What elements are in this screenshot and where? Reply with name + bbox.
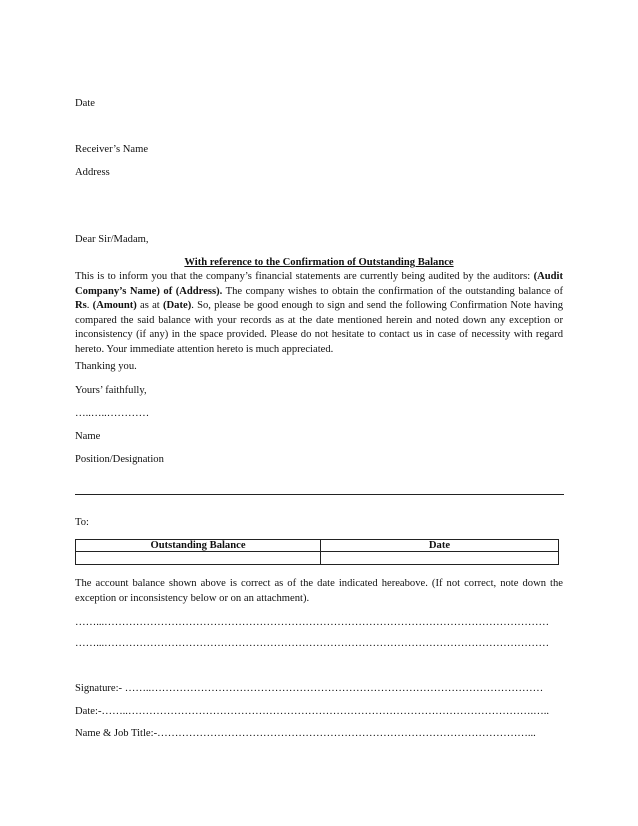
- exception-line-1[interactable]: ……...………………………………………………………………………………………………………………: [75, 617, 550, 628]
- date-field[interactable]: Date:-……..…………………………………………………………………………………………………….…..: [75, 706, 550, 717]
- balance-table: [75, 539, 559, 565]
- body-text-dot: .: [86, 300, 93, 312]
- balance-cell[interactable]: [76, 552, 321, 565]
- address-label: Address: [75, 167, 110, 178]
- date-placeholder: (Date): [162, 300, 192, 312]
- table-row: [76, 552, 559, 565]
- body-text-balance: The company wishes to obtain the confirmation of the outstanding balance of: [222, 285, 563, 297]
- receiver-name-label: Receiver’s Name: [75, 144, 149, 155]
- exception-line-2[interactable]: ……...………………………………………………………………………………………………………………: [75, 638, 550, 649]
- thanking-text: Thanking you.: [75, 361, 137, 372]
- currency-label: Rs: [75, 300, 87, 312]
- amount-placeholder: (Amount): [92, 300, 137, 312]
- header-date: Date: [321, 540, 559, 552]
- body-paragraph: [75, 270, 563, 358]
- name-job-title-field[interactable]: Name & Job Title:-……………………………………………………………………………………………...: [75, 728, 536, 739]
- salutation: Dear Sir/Madam,: [75, 234, 149, 245]
- confirmation-note: The account balance shown above is correct as of the date indicated hereabove. (If not correct, note down the exception or inconsistency below or on an attachment).: [75, 578, 563, 604]
- section-divider: [75, 494, 564, 495]
- body-text-intro: This is to inform you that the company’s financial statements are currently being audited by the auditors:: [75, 271, 534, 282]
- signature-field[interactable]: Signature:- ……..…………………………………………………………………………………………………: [75, 683, 544, 694]
- date-label: Date: [75, 98, 95, 109]
- body-text-as-at: as at: [136, 300, 163, 312]
- body-text-request: . So, please be good enough to sign and send the following Confirmation Note having compared the said balance with your records as at the date mentioned herein and noted down any exception or inconsistency (if any) in the space provided. Please do not hesitate to contact us in case of necessity with regard hereto. Your immediate attention hereto is much appreciated.: [75, 300, 564, 355]
- signer-name-label: Name: [75, 431, 101, 442]
- table-header-row: [76, 540, 559, 552]
- yours-faithfully: Yours’ faithfully,: [75, 385, 147, 396]
- auditor-placeholder: (Audit Company’s Name) of (Address).: [75, 271, 563, 297]
- header-outstanding-balance: Outstanding Balance: [76, 540, 321, 552]
- date-cell[interactable]: [321, 552, 559, 565]
- subject-heading: With reference to the Confirmation of Outstanding Balance: [184, 257, 454, 268]
- signature-dots: …..…..…………: [75, 408, 150, 419]
- signer-position-label: Position/Designation: [75, 454, 164, 465]
- to-label: To:: [75, 517, 89, 528]
